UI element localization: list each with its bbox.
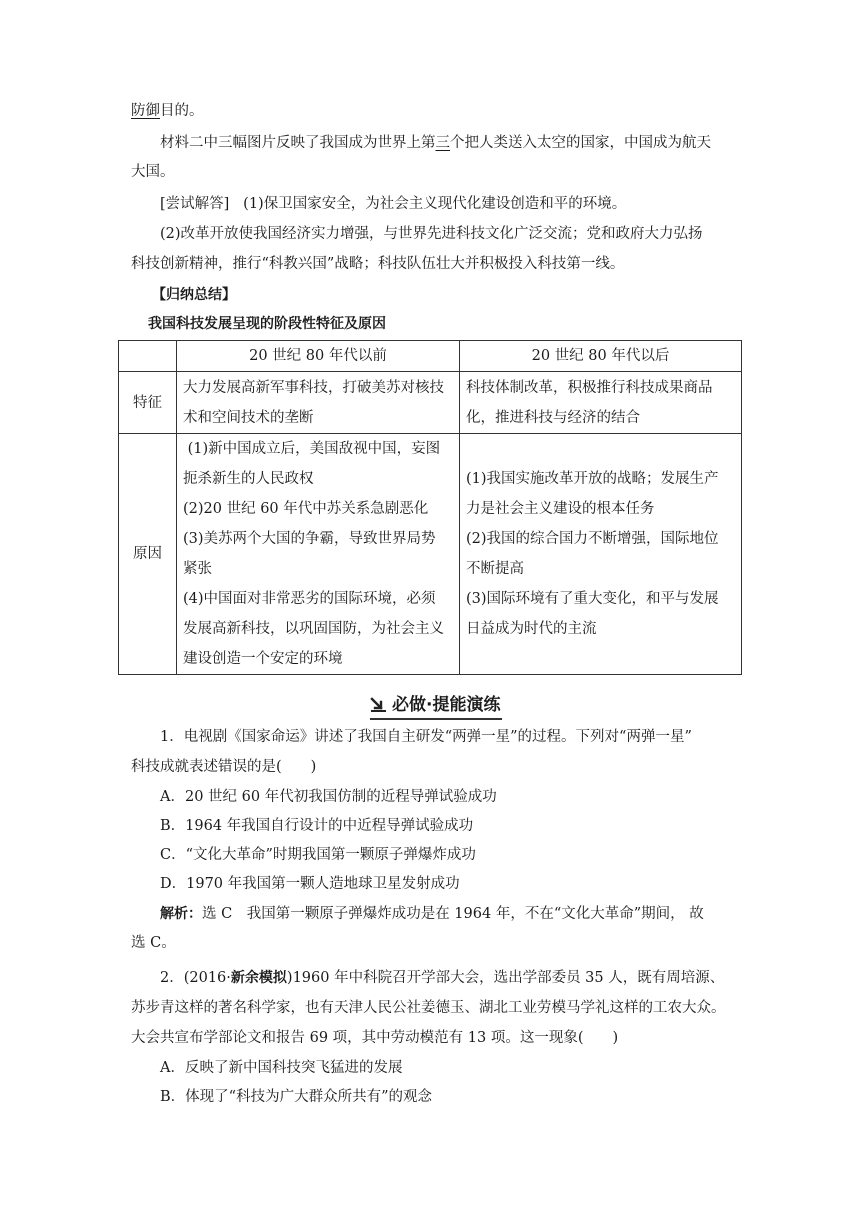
reasons-after-line: 不断提高	[466, 561, 524, 577]
question-2-number: 2．(2016·	[160, 970, 231, 986]
reasons-before-line: 发展高新科技，以巩固国防，为社会主义	[183, 621, 444, 637]
row-label-reasons: 原因	[119, 434, 177, 675]
reasons-after-cell	[460, 434, 742, 675]
continued-line	[131, 96, 741, 126]
reasons-after-line: 日益成为时代的主流	[466, 621, 597, 637]
continued-line-text: 目的。	[160, 103, 204, 119]
reasons-before-line: (4)中国面对非常恶劣的国际环境，必须	[183, 591, 436, 607]
question-1-analysis-line1	[131, 899, 741, 929]
underlined-term: 防御	[131, 103, 160, 119]
summary-subheading: 我国科技发展呈现的阶段性特征及原因	[148, 316, 386, 332]
question-2-source: 新余模拟	[230, 970, 287, 986]
section-title-text: 必做·提能演练	[392, 695, 501, 715]
question-1-option-d: D．1970 年我国第一颗人造地球卫星发射成功	[160, 876, 460, 892]
answer-paragraph-2-line1: (2)改革开放使我国经济实力增强，与世界先进科技文化广泛交流；党和政府大力弘扬	[160, 226, 703, 242]
question-2-stem-line2: 苏步青这样的著名科学家，也有天津人民公社姜德玉、湖北工业劳模马学礼这样的工农大众。	[131, 1000, 726, 1016]
table-row-features	[119, 372, 742, 434]
question-2-option-b: B．体现了“科技为广大群众所共有”的观念	[160, 1089, 432, 1105]
section-title	[370, 692, 502, 720]
reasons-after-line: 力是社会主义建设的根本任务	[466, 501, 655, 517]
question-2-option-a: A．反映了新中国科技突飞猛进的发展	[160, 1060, 403, 1076]
underlined-ordinal: 三	[435, 135, 450, 151]
question-1-option-a: A．20 世纪 60 年代初我国仿制的近程导弹试验成功	[160, 789, 497, 805]
answer-tag: [尝试解答]	[160, 196, 230, 212]
reasons-before-line: 扼杀新生的人民政权	[183, 471, 314, 487]
question-1-option-c: C．“文化大革命”时期我国第一颗原子弹爆炸成功	[160, 847, 476, 863]
question-2-stem-text: )1960 年中科院召开学部大会，选出学部委员 35 人，既有周培源、	[286, 970, 725, 986]
summary-table	[118, 340, 742, 675]
reasons-before-line: (3)美苏两个大国的争霸，导致世界局势	[183, 531, 436, 547]
arrow-icon	[370, 697, 388, 713]
material-two-text-pre: 材料二中三幅图片反映了我国成为世界上第	[160, 135, 436, 151]
reasons-after-line: (1)我国实施改革开放的战略；发展生产	[466, 471, 719, 487]
row-label-features: 特征	[119, 372, 177, 434]
question-1-option-b: B．1964 年我国自行设计的中近程导弹试验成功	[160, 818, 474, 834]
features-before-line: 术和空间技术的垄断	[183, 409, 314, 426]
reasons-after-line: (3)国际环境有了重大变化，和平与发展	[466, 591, 719, 607]
question-1-stem-line2: 科技成就表述错误的是( )	[131, 759, 317, 775]
analysis-text: 选 C 我国第一颗原子弹爆炸成功是在 1964 年，不在“文化大革命”期间， 故	[202, 906, 704, 922]
features-after-cell	[460, 372, 742, 434]
summary-heading: 【归纳总结】	[152, 287, 236, 303]
material-two-line2: 大国。	[131, 164, 175, 180]
answer-1-text: (1)保卫国家安全，为社会主义现代化建设创造和平的环境。	[243, 196, 627, 212]
material-two-text-post: 个把人类送入太空的国家，中国成为航天	[450, 135, 711, 151]
column-header-after-1980s: 20 世纪 80 年代以后	[460, 341, 742, 372]
features-after-line: 科技体制改革，积极推行科技成果商品	[466, 379, 713, 396]
reasons-before-line: (2)20 世纪 60 年代中苏关系急剧恶化	[183, 501, 429, 517]
question-2-stem-line3: 大会共宣布学部论文和报告 69 项，其中劳动模范有 13 项。这一现象( )	[131, 1030, 619, 1046]
reasons-after-line: (2)我国的综合国力不断增强，国际地位	[466, 531, 719, 547]
question-1-analysis-line2: 选 C。	[131, 935, 176, 951]
column-header-before-1980s: 20 世纪 80 年代以前	[177, 341, 460, 372]
material-two-paragraph	[131, 128, 741, 158]
reasons-before-line: 紧张	[183, 561, 212, 577]
reasons-before-line: 建设创造一个安定的环境	[183, 651, 343, 667]
question-2-stem-line1	[131, 963, 741, 993]
reasons-before-line: (1)新中国成立后，美国敌视中国，妄图	[183, 441, 441, 457]
features-after-line: 化，推进科技与经济的结合	[466, 409, 640, 426]
features-before-line: 大力发展高新军事科技，打破美苏对核技	[183, 379, 444, 396]
features-before-cell	[177, 372, 460, 434]
table-row-reasons	[119, 434, 742, 675]
table-header-row	[119, 341, 742, 372]
table-corner-cell	[119, 341, 177, 372]
reasons-before-cell	[177, 434, 460, 675]
analysis-tag: 解析：	[160, 906, 202, 922]
question-1-stem-line1: 1．电视剧《国家命运》讲述了我国自主研发“两弹一星”的过程。下列对“两弹一星”	[160, 729, 692, 745]
answer-paragraph-1	[131, 189, 741, 219]
answer-paragraph-2-line2: 科技创新精神，推行“科教兴国”战略；科技队伍壮大并积极投入科技第一线。	[131, 256, 625, 272]
